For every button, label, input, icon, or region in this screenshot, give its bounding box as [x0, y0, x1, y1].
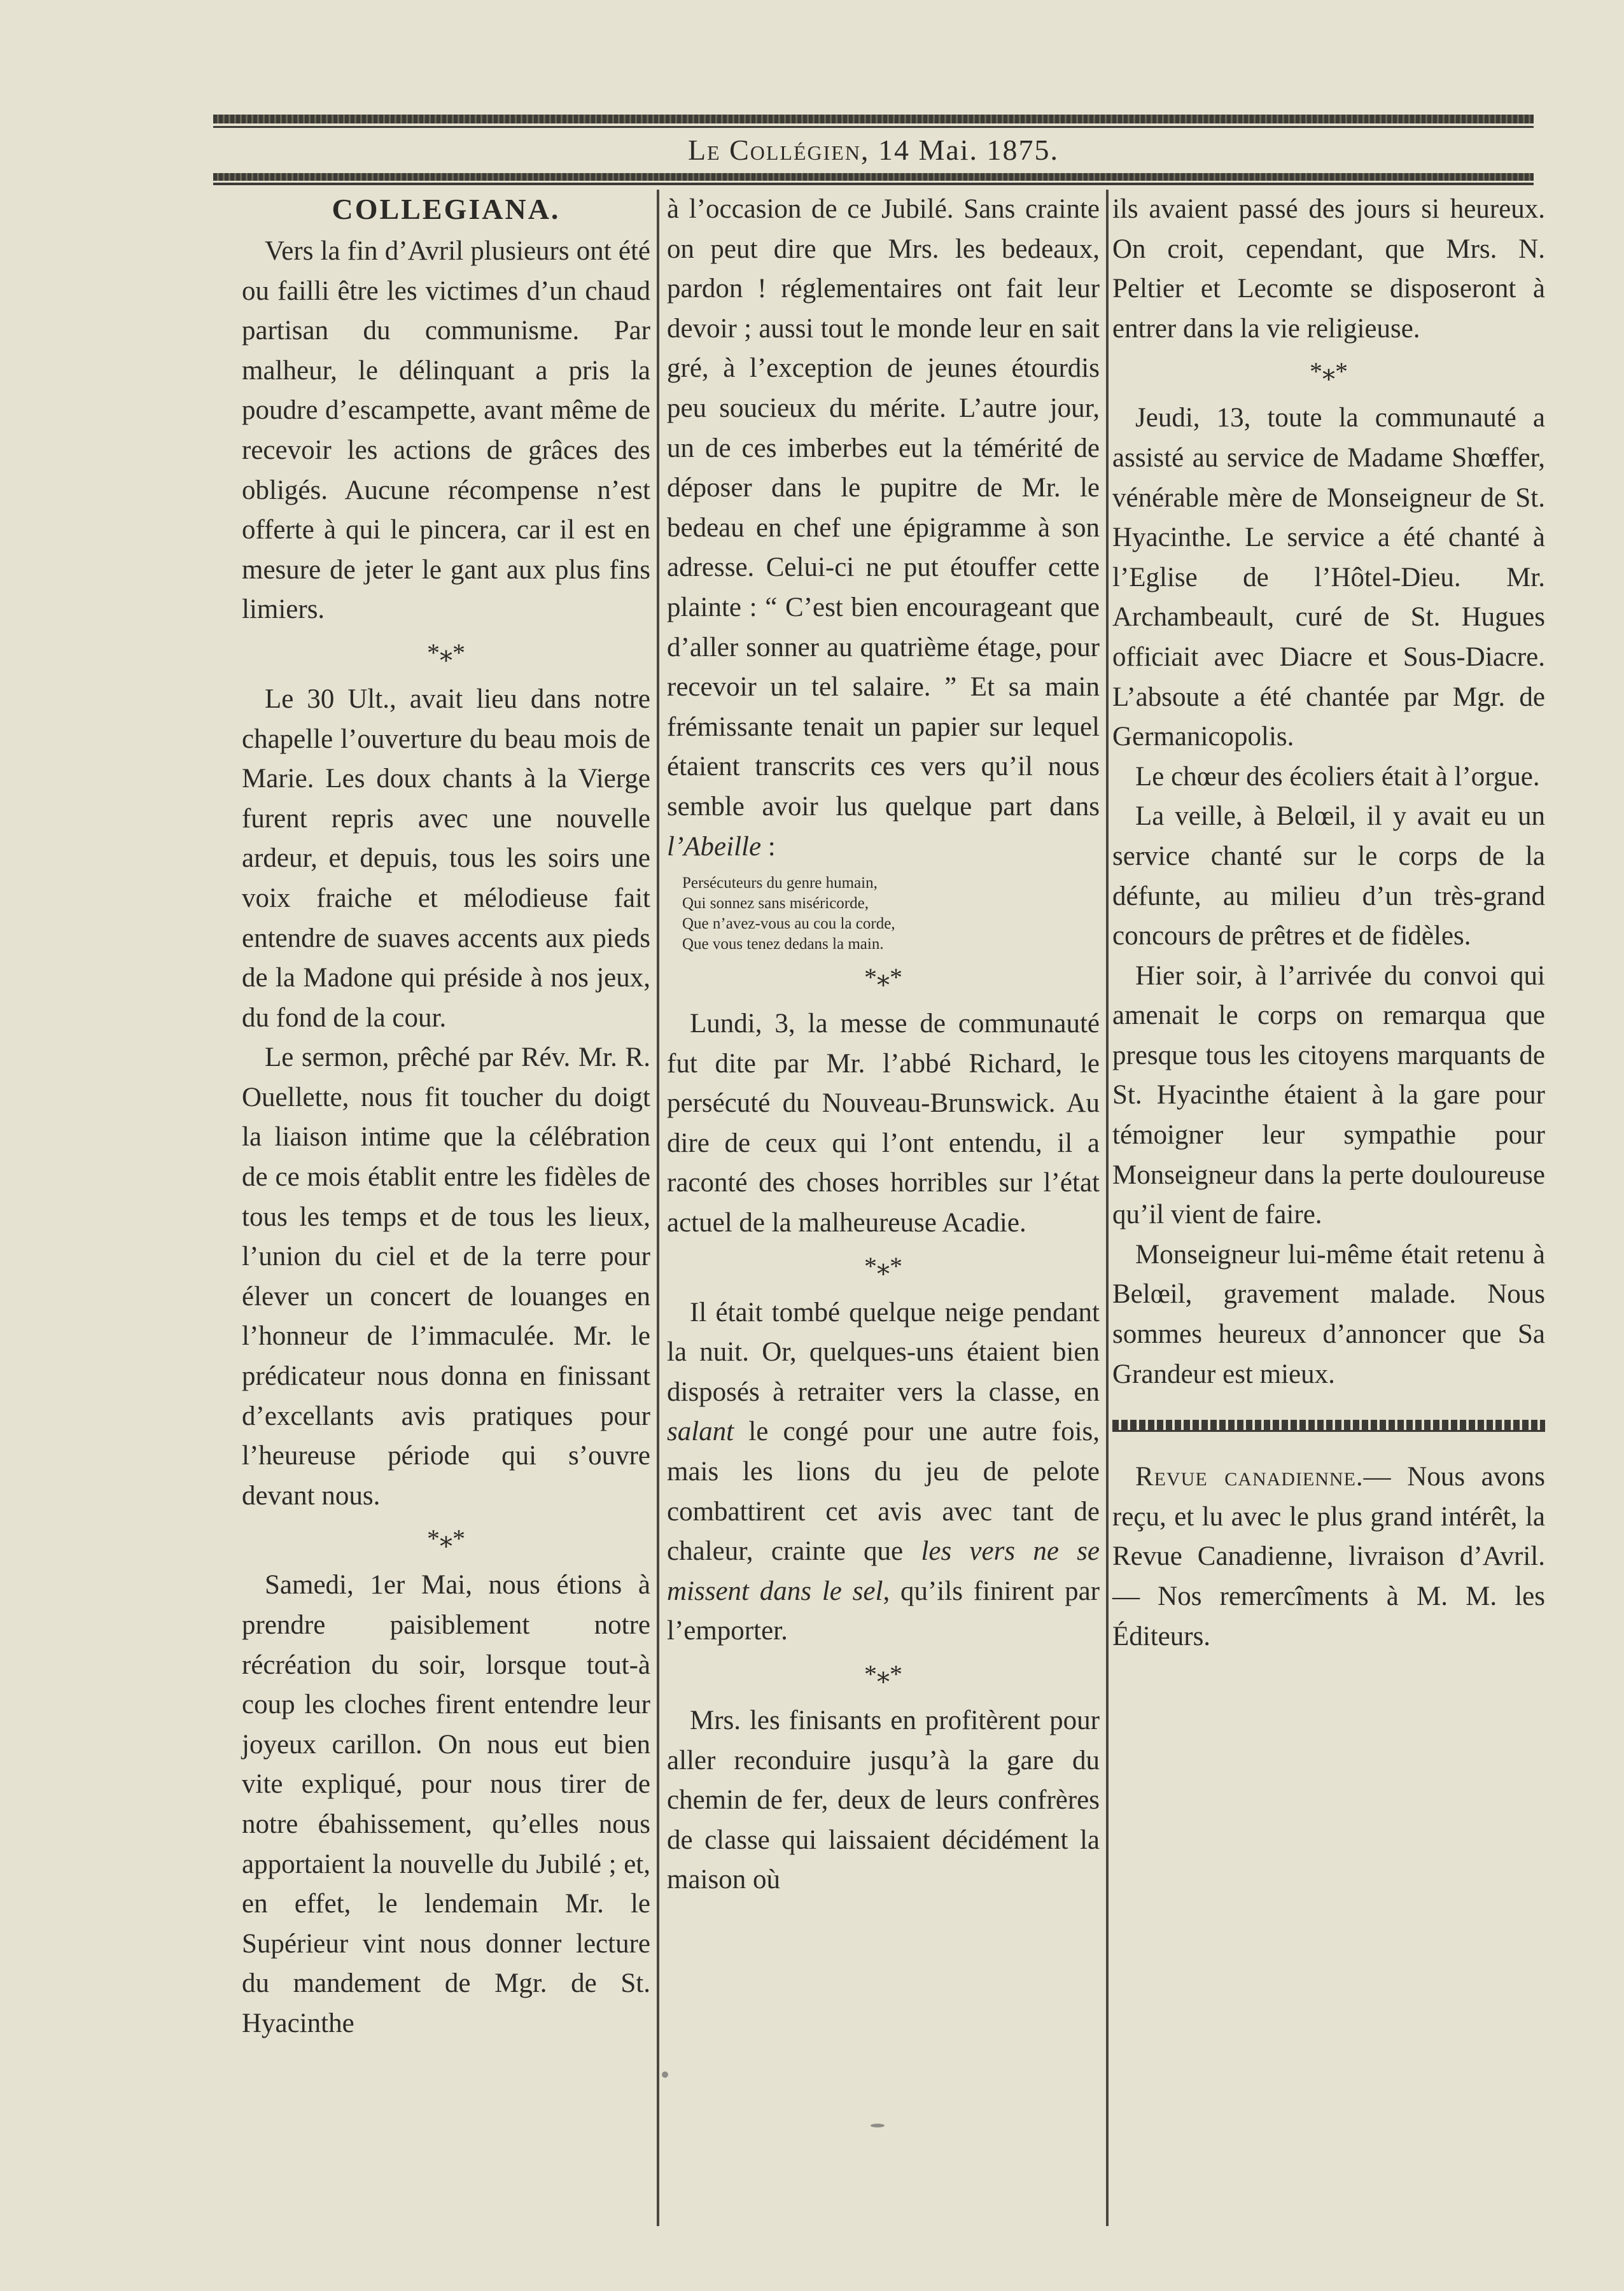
paragraph-communisme: Vers la fin d’Avril plusieurs ont été ou failli être les victimes d’un chaud partisan du communisme. Par malheur, le délinquant a pris la poudre d’escampette, avant même de recevoir les actions de grâces des obligés. Aucune récompense n’est offerte à qui le pincera, car il est en mesure de jeter le gant aux plus fins limiers. — [242, 236, 650, 625]
paragraph-beloeil: La veille, à Belœil, il y avait eu un service chanté sur le corps de la défunte, au milieu d’un très-grand concours de prêtres et de fidèles. — [1112, 801, 1545, 951]
asterism-separator: *⁎* — [864, 1251, 902, 1280]
column-2 — [667, 190, 1100, 1900]
paragraph-bedeaux-end: : — [761, 831, 776, 862]
verse-line: Que vous tenez dedans la main. — [682, 935, 884, 953]
ink-speck — [662, 2071, 668, 2078]
abeille-reference: l’Abeille — [667, 831, 762, 862]
header-thin-rule — [213, 183, 1534, 185]
asterism-separator: *⁎* — [427, 638, 465, 667]
revue-canadienne-text: — Nous avons reçu, et lu avec le plus grand intérêt, la Revue Canadienne, livraison d’Avril.— Nos remercîments à M. M. les Éditeurs. — [1112, 1462, 1545, 1651]
paragraph-vie-religieuse: ils avaient passé des jours si heureux. On croit, cependant, que Mrs. N. Peltier et Lecomte se disposeront à entrer dans la vie religieuse. — [1112, 194, 1545, 344]
emphasis-vers-sel: les vers ne se missent dans le sel — [667, 1536, 1100, 1606]
page-header — [213, 130, 1534, 171]
paragraph-finisants: Mrs. les finisants en profitèrent pour aller reconduire jusqu’à la gare du chemin de fer, deux de leurs confrères de classe qui laissaient décidément la maison où — [667, 1706, 1100, 1895]
paragraph-monseigneur: Monseigneur lui-même était retenu à Belœil, gravement malade. Nous sommes heureux d’annoncer que Sa Grandeur est mieux. — [1112, 1239, 1545, 1389]
section-divider-rule — [1112, 1420, 1545, 1432]
verse-line: Que n’avez-vous au cou la corde, — [682, 915, 895, 933]
revue-canadienne-heading: Revue canadienne. — [1135, 1462, 1364, 1492]
column-3 — [1112, 190, 1545, 1657]
paragraph-revue-canadienne — [1112, 1457, 1545, 1657]
paragraph-sermon: Le sermon, prêché par Rév. Mr. R. Ouellette, nous fit toucher du doigt la liaison intime que la célébration de ce mois établit entre les fidèles de tous les temps et de tous les lieux, l’union du ciel et de la terre pour élever un concert de louanges en l’honneur de l’immaculée. Mr. le prédicateur nous donna en finissant d’excellants avis pratiques pour l’heureuse période qui s’ouvre devant nous. — [242, 1042, 650, 1511]
asterism-separator: *⁎* — [864, 1660, 902, 1688]
paragraph-convoi: Hier soir, à l’arrivée du convoi qui amenait le corps on remarqua que presque tous les citoyens marquants de St. Hyacinthe étaient à la gare pour témoigner leur sympathie pour Monseigneur dans la perte douloureuse qu’il vient de faire. — [1112, 960, 1545, 1230]
section-heading: COLLEGIANA. — [332, 193, 561, 225]
header-title: Le Collégien, — [687, 134, 870, 166]
paragraph-neige-text-a: Il était tombé quelque neige pendant la nuit. Or, quelques-uns étaient bien disposés à retraiter vers la classe, en — [667, 1297, 1100, 1407]
verse-line: Persécuteurs du genre humain, — [682, 874, 878, 892]
paragraph-bedeaux — [667, 190, 1100, 867]
paragraph-bedeaux-text: à l’occasion de ce Jubilé. Sans crainte on peut dire que Mrs. les bedeaux, pardon ! réglementaires ont fait leur devoir ; aussi tout le monde leur en sait gré, à l’exception de jeunes étourdis peu soucieux du mérite. L’autre jour, un de ces imberbes eut la témérité de déposer dans le pupitre de Mr. le bedeau en chef une épigramme à son adresse. Celui-ci ne put étouffer cette plainte : “ C’est bien encourageant que d’aller sonner au quatrième étage, pour recevoir un tel salaire. ” Et sa main frémissante tenait un papier sur lequel étaient transcrits ces vers qu’il nous semble avoir lus quelque part dans — [667, 194, 1100, 822]
verse-line: Qui sonnez sans miséricorde, — [682, 895, 869, 913]
paragraph-choeur: Le chœur des écoliers était à l’orgue. — [1135, 761, 1540, 792]
header-ornamental-rule — [213, 173, 1534, 181]
top-ornamental-rule — [213, 115, 1534, 123]
asterism-separator: *⁎* — [1310, 357, 1348, 386]
column-divider-2 — [1106, 190, 1109, 2226]
paragraph-abbe-richard: Lundi, 3, la messe de communauté fut dite par Mr. l’abbé Richard, le persécuté du Nouveau-Brunswick. Au dire de ceux qui l’ont entendu, il a raconté des choses horribles sur l’état actuel de la malheureuse Acadie. — [667, 1009, 1100, 1238]
column-divider-1 — [657, 190, 659, 2226]
epigram-verse — [682, 873, 1100, 955]
header-date: 14 Mai. 1875. — [878, 134, 1060, 166]
asterism-separator: *⁎* — [427, 1524, 465, 1553]
asterism-separator: *⁎* — [864, 963, 902, 992]
paragraph-neige — [667, 1293, 1100, 1651]
paragraph-jubile: Samedi, 1er Mai, nous étions à prendre paisiblement notre récréation du soir, lorsque tout-à coup les cloches firent entendre leur joyeux carillon. On nous eut bien vite expliqué, pour nous tirer de notre ébahissement, qu’elles nous apportaient la nouvelle du Jubilé ; et, en effet, le lendemain Mr. le Supérieur vint nous donner lecture du mandement de Mgr. de St. Hyacinthe — [242, 1570, 650, 2038]
top-thin-rule — [213, 126, 1534, 128]
paragraph-neige-text-c: , qu’ils finirent par l’emporter. — [667, 1576, 1100, 1646]
ink-speck — [871, 2124, 885, 2127]
paragraph-neige-text-b: le congé pour une autre fois, mais les lions du jeu de pelote combattirent cet avis avec tant de chaleur, crainte que — [667, 1417, 1100, 1567]
emphasis-salant: salant — [667, 1417, 734, 1447]
paragraph-service-shoeffer: Jeudi, 13, toute la communauté a assisté au service de Madame Shœffer, vénérable mère de Monseigneur de St. Hyacinthe. Le service a été chanté à l’Eglise de l’Hôtel-Dieu. Mr. Archambeault, curé de St. Hugues officiait avec Diacre et Sous-Diacre. L’absoute a été chantée par Mgr. de Germanicopolis. — [1112, 403, 1545, 752]
paragraph-mois-de-marie: Le 30 Ult., avait lieu dans notre chapelle l’ouverture du beau mois de Marie. Les doux chants à la Vierge furent repris avec une nouvelle ardeur, et depuis, tous les soirs une voix fraiche et mélodieuse fait entendre de suaves accents aux pieds de la Madone qui préside à nos jeux, du fond de la cour. — [242, 683, 650, 1033]
column-1 — [242, 190, 650, 2044]
